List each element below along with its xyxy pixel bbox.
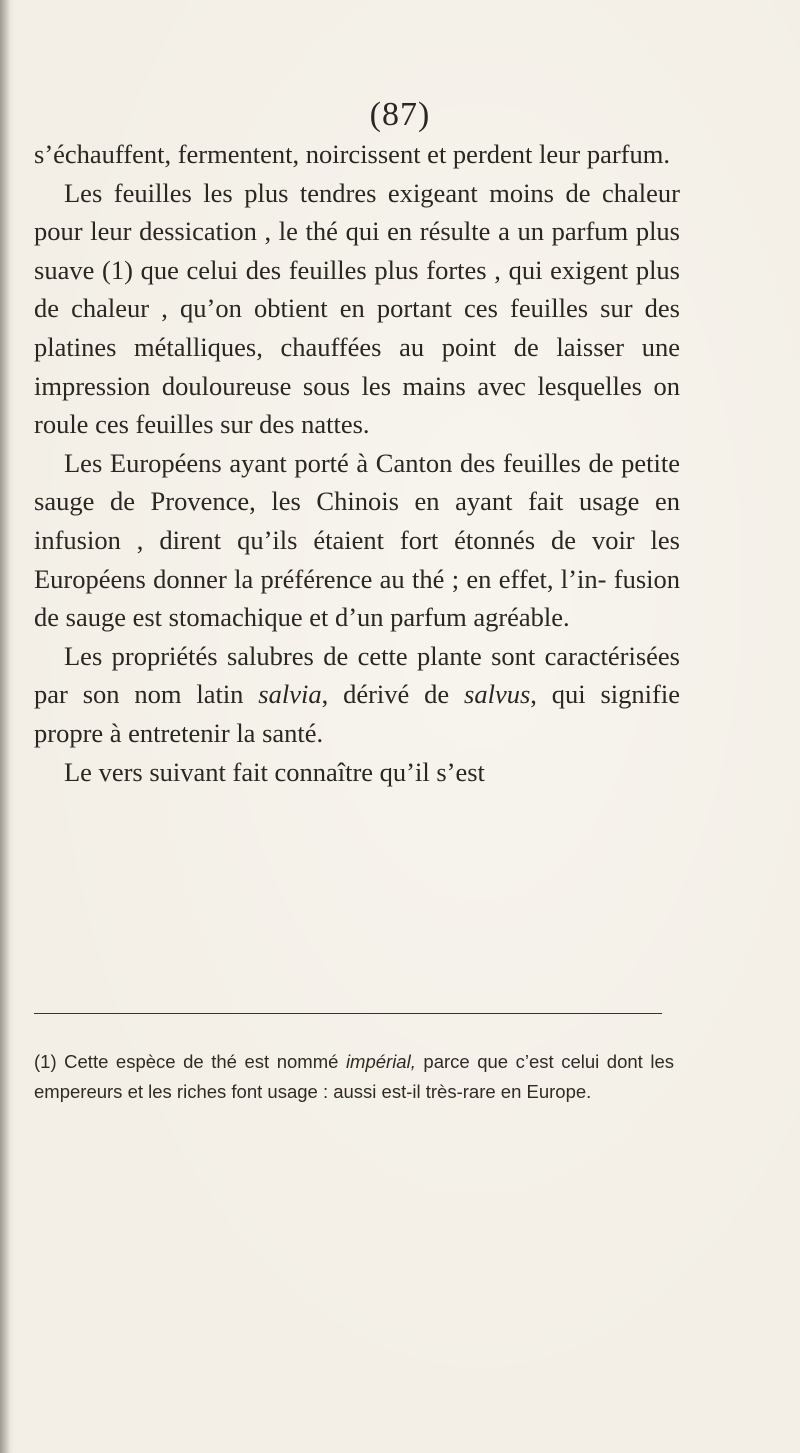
paragraph-continuation: s’échauffent, fermentent, noircissent et perdent leur parfum. [34,139,670,169]
salvia-word: salvia [258,679,322,710]
salvia-text-e: , qui signifie propre à entretenir la santé. [34,679,680,748]
footnote-text-a: (1) Cette espèce de thé est nommé [34,1051,346,1072]
page-number: (87) [369,96,431,133]
paragraph-verse-intro: Le vers suivant fait connaître qu’il s’est [64,756,485,787]
paragraph-salvia-etymology [34,637,680,753]
footnote-imperial-word: impérial, [345,1051,416,1072]
binding-gutter-shadow [0,0,10,1453]
salvia-text-c: , dérivé de [321,679,465,710]
main-text [34,135,680,791]
paragraph-leaves-drying: Les feuilles les plus tendres exigeant moins de chaleur pour leur dessication , le thé qui en résulte a un parfum plus suave (1) que celui des feuilles plus fortes , qui exigent plus de chaleur , qu’on obtient en portant ces feuilles sur des platines métalliques, chauffées au point de laisser une impression douloureuse sous les mains avec lesquelles on roule ces feuilles sur des nattes. [34,177,680,440]
footnote-1 [34,1047,674,1107]
footnote-divider [34,1013,662,1014]
footnote-text-c: parce que c’est celui dont les empereurs et les riches font usage : aussi est-il très-rare en Europe. [34,1051,674,1102]
salvus-word: salvus [464,679,531,710]
paragraph-sage-canton: Les Européens ayant porté à Canton des feuilles de petite sauge de Provence, les Chinois en ayant fait usage en infusion , dirent qu’ils étaient fort étonnés de voir les Européens donner la préférence au thé ; en effet, l’in- fusion de sauge est stomachique et d’un parfum agréable. [34,447,680,633]
footnotes [34,1047,674,1107]
salvia-text-a: Les propriétés salubres de cette plante sont caractérisées par son nom latin [34,640,680,710]
